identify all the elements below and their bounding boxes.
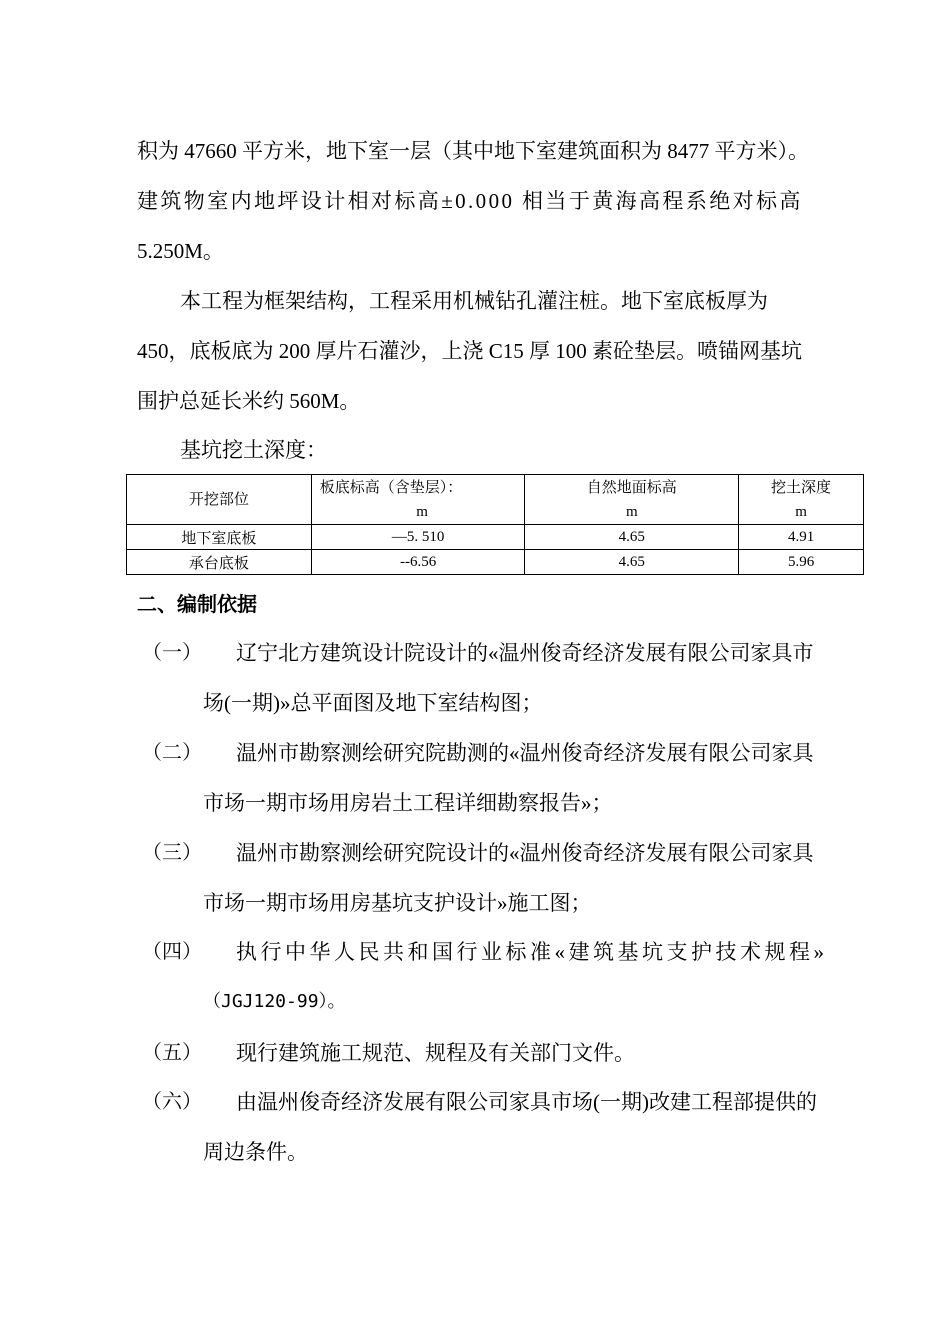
table-cell: --6.56 <box>311 550 525 575</box>
list-item-number: （三） <box>142 842 202 864</box>
table-header-row <box>127 475 864 525</box>
list-item-text-cont: 场(一期)»总平面图及地下室结构图； <box>203 691 543 715</box>
list-item-number: （二） <box>142 742 202 764</box>
table-cell: 地下室底板 <box>127 525 312 550</box>
list-item-number: （六） <box>142 1091 202 1113</box>
table-header-cell: 板底标高（含垫层）： m <box>311 475 525 525</box>
table-header-cell: 挖土深度 m <box>739 475 864 525</box>
list-item-text: 由温州俊奇经济发展有限公司家具市场(一期)改建工程部提供的 <box>236 1090 817 1114</box>
list-item-text: 执行中华人民共和国行业标准«建筑基坑支护技术规程» <box>236 940 828 964</box>
table-cell: 4.65 <box>525 550 739 575</box>
structure-line-2: 450，底板底为 200 厚片石灌沙，上浇 C15 厚 100 素砼垫层。喷锚网基坑 <box>137 339 803 363</box>
list-item-text: 现行建筑施工规范、规程及有关部门文件。 <box>236 1041 635 1065</box>
table-row <box>127 550 864 575</box>
depth-heading: 基坑挖土深度： <box>180 438 327 462</box>
list-item-text-cont: 市场一期市场用房岩土工程详细勘察报告»； <box>203 791 613 815</box>
list-item-text-cont: 周边条件。 <box>203 1140 308 1164</box>
structure-line-3: 围护总延长米约 560M。 <box>137 389 361 413</box>
intro-line-2: 建筑物室内地坪设计相对标高±0.000 相当于黄海高程系绝对标高 <box>137 189 803 213</box>
list-item-text-cont: 市场一期市场用房基坑支护设计»施工图； <box>203 891 592 915</box>
list-item-text-cont: （JGJ120-99）。 <box>203 991 346 1012</box>
table-cell: —5. 510 <box>311 525 525 550</box>
table-cell: 4.91 <box>739 525 864 550</box>
intro-line-3: 5.250M。 <box>137 239 224 263</box>
list-item-text: 辽宁北方建筑设计院设计的«温州俊奇经济发展有限公司家具市 <box>236 641 814 665</box>
table-cell: 承台底板 <box>127 550 312 575</box>
list-item-number: （四） <box>142 941 202 963</box>
table-cell: 5.96 <box>739 550 864 575</box>
structure-line-1: 本工程为框架结构，工程采用机械钻孔灌注桩。地下室底板厚为 <box>180 289 768 313</box>
table-cell: 4.65 <box>525 525 739 550</box>
list-item-text: 温州市勘察测绘研究院勘测的«温州俊奇经济发展有限公司家具 <box>236 741 814 765</box>
list-item-text: 温州市勘察测绘研究院设计的«温州俊奇经济发展有限公司家具 <box>236 841 814 865</box>
table-row <box>127 525 864 550</box>
intro-line-1: 积为 47660 平方米，地下室一层（其中地下室建筑面积为 8477 平方米）。 <box>137 139 809 163</box>
list-item-number: （一） <box>142 642 202 664</box>
table-header-cell: 自然地面标高 m <box>525 475 739 525</box>
list-item-number: （五） <box>142 1042 202 1064</box>
section-title: 二、编制依据 <box>137 592 257 616</box>
table-header-cell: 开挖部位 <box>127 475 312 525</box>
excavation-depth-table <box>126 474 864 575</box>
